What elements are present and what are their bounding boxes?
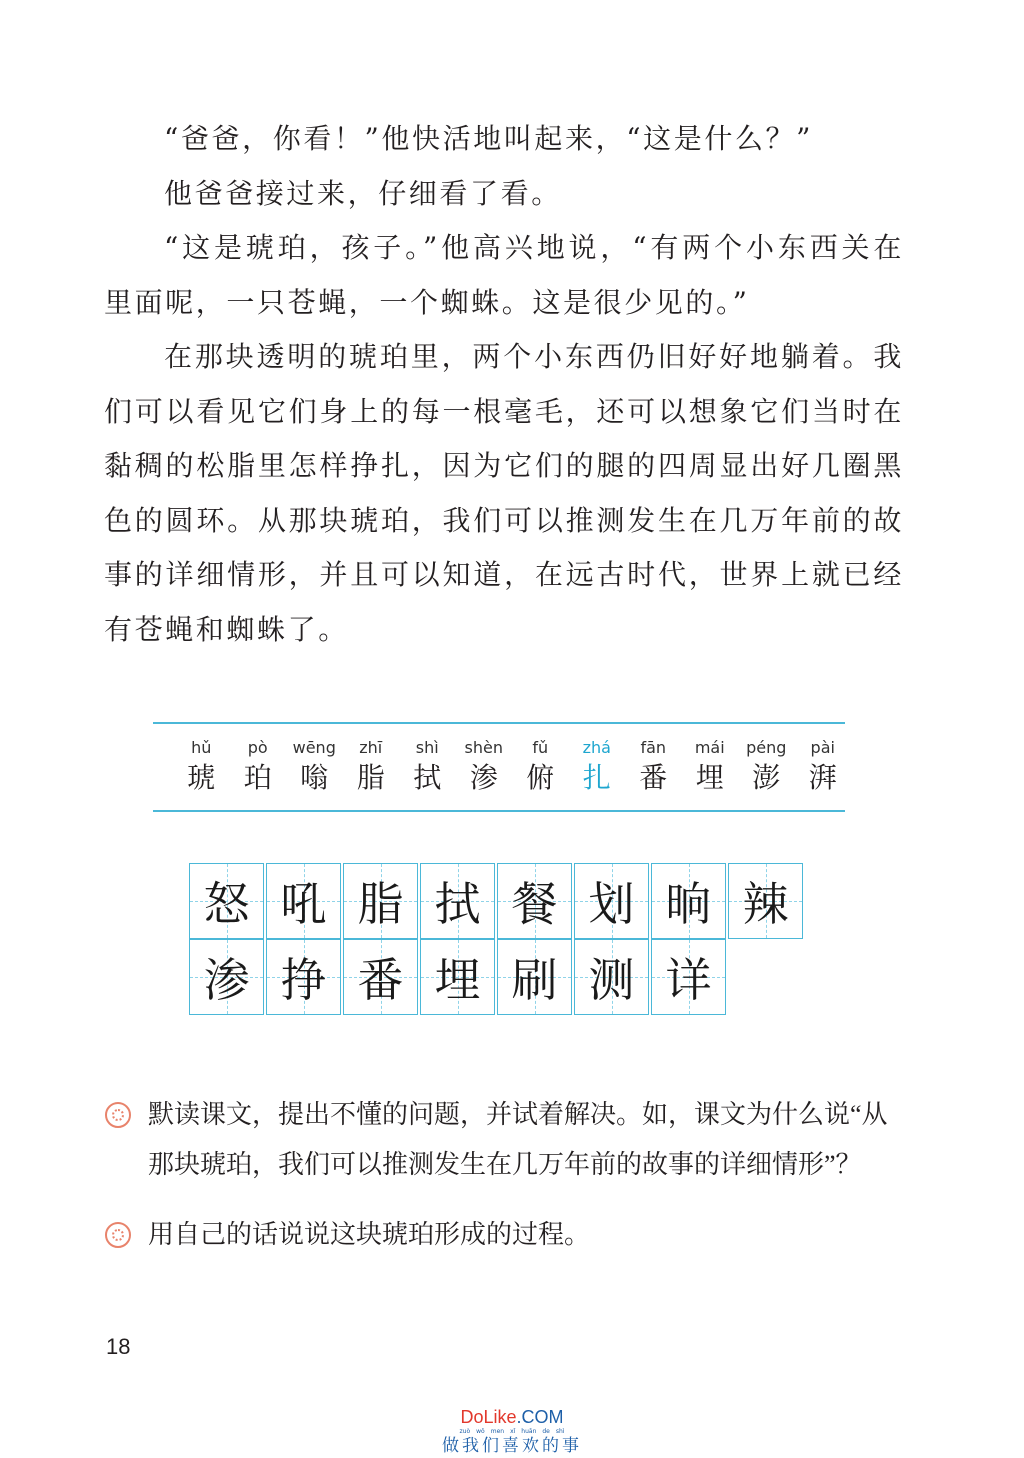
question-1: [105, 1090, 905, 1190]
vocab-item: [795, 738, 852, 796]
grid-cell: [343, 863, 418, 939]
story-paragraph: “爸爸，你看！”他快活地叫起来，“这是什么？”: [164, 122, 814, 155]
vocab-pinyin: shèn: [464, 738, 503, 757]
grid-character: 渗: [203, 953, 250, 1007]
vocab-character: 嗡: [300, 761, 329, 794]
vocab-pinyin: fān: [640, 738, 667, 757]
story-paragraph: “这是琥珀，孩子。”他高兴地说，“有两个小东西关在里面呢，一只苍蝇，一个蜘蛛。这是很少见的。”: [104, 231, 904, 319]
watermark-brand-a: DoLike: [460, 1407, 517, 1427]
watermark-brand: [420, 1406, 604, 1428]
seal-icon: [105, 1102, 131, 1128]
grid-cell: [420, 939, 495, 1015]
vocab-item: [173, 738, 230, 796]
grid-cell: [189, 939, 264, 1015]
vocab-character: 琥: [187, 761, 216, 794]
vocabulary-box: [153, 722, 845, 812]
grid-character: 吼: [280, 877, 327, 931]
vocab-character: 扎: [582, 761, 611, 794]
watermark-brand-b: .COM: [516, 1407, 564, 1427]
vocab-character: 埋: [695, 761, 724, 794]
grid-cell: [420, 863, 495, 939]
vocab-character: 珀: [243, 761, 272, 794]
watermark-pinyin-syllable: wǒ: [476, 1428, 485, 1435]
vocab-pinyin: wēng: [292, 738, 336, 757]
watermark-tagline: 做我们喜欢的事: [442, 1436, 582, 1456]
vocab-pinyin: hǔ: [191, 738, 212, 757]
grid-character: 刷: [511, 953, 558, 1007]
grid-cell: [574, 863, 649, 939]
page-number: 18: [106, 1334, 131, 1359]
grid-character: 脂: [357, 877, 404, 931]
grid-cell: [266, 939, 341, 1015]
grid-character: 番: [357, 953, 404, 1007]
watermark-pinyin-syllable: shì: [555, 1428, 565, 1435]
vocab-item: [456, 738, 513, 796]
vocab-pinyin: shì: [415, 738, 439, 757]
grid-cell: [728, 863, 803, 939]
story-text: [104, 112, 904, 657]
grid-character: 埋: [434, 953, 481, 1007]
grid-cell: [343, 939, 418, 1015]
grid-character: 拭: [434, 877, 481, 931]
watermark-pinyin-syllable: men: [490, 1428, 505, 1435]
vocab-character: 澎: [752, 761, 781, 794]
watermark: [420, 1406, 604, 1456]
vocab-character: 湃: [808, 761, 837, 794]
question-2: [105, 1210, 905, 1260]
grid-character: 划: [588, 877, 635, 931]
vocab-item: [286, 738, 343, 796]
vocab-pinyin: pò: [247, 738, 268, 757]
vocab-item: [512, 738, 569, 796]
vocab-item: [343, 738, 400, 796]
watermark-pinyin-syllable: zuò: [459, 1428, 471, 1435]
writing-grid-row-2: [189, 939, 728, 1015]
grid-character: 测: [588, 953, 635, 1007]
vocab-item: [738, 738, 795, 796]
vocab-character: 拭: [413, 761, 442, 794]
grid-cell: [189, 863, 264, 939]
writing-grid-row-1: [189, 863, 805, 939]
grid-cell: [497, 939, 572, 1015]
story-paragraph: 在那块透明的琥珀里，两个小东西仍旧好好地躺着。我们可以看见它们身上的每一根毫毛，还可以想象它们当时在黏稠的松脂里怎样挣扎，因为它们的腿的四周显出好几圈黑色的圆环。从那块琥珀，我们可以推测发生在几万年前的故事的详细情形，并且可以知道，在远古时代，世界上就已经有苍蝇和蜘蛛了。: [104, 340, 904, 646]
grid-cell: [651, 863, 726, 939]
vocab-pinyin: zhī: [359, 738, 383, 757]
vocab-item: [230, 738, 287, 796]
watermark-pinyin: [420, 1428, 604, 1436]
story-paragraph: 他爸爸接过来，仔细看了看。: [164, 176, 562, 210]
vocab-pinyin: zhá: [582, 738, 611, 757]
vocab-character: 俯: [526, 761, 555, 794]
grid-cell: [497, 863, 572, 939]
vocab-character: 番: [639, 761, 668, 794]
vocab-pinyin: pài: [810, 738, 835, 757]
grid-cell: [574, 939, 649, 1015]
watermark-pinyin-syllable: de: [542, 1428, 550, 1435]
vocab-character: 脂: [356, 761, 385, 794]
vocab-item: [625, 738, 682, 796]
grid-cell: [651, 939, 726, 1015]
vocab-pinyin: péng: [746, 738, 787, 757]
grid-cell: [266, 863, 341, 939]
vocab-item: [682, 738, 739, 796]
vocabulary-row: [173, 738, 851, 796]
vocab-item: [569, 738, 626, 796]
grid-character: 挣: [280, 953, 327, 1007]
grid-character: 辣: [742, 877, 789, 931]
vocab-pinyin: fǔ: [532, 738, 549, 757]
watermark-pinyin-syllable: huān: [521, 1428, 537, 1435]
vocab-item: [399, 738, 456, 796]
question-text: 用自己的话说说这块琥珀形成的过程。: [148, 1220, 591, 1249]
watermark-pinyin-syllable: xǐ: [510, 1428, 516, 1435]
vocab-pinyin: mái: [694, 738, 725, 757]
question-text: 默读课文，提出不懂的问题，并试着解决。如，课文为什么说“从那块琥珀，我们可以推测发生在几万年前的故事的详细情形”？: [148, 1100, 888, 1179]
vocab-character: 渗: [469, 761, 498, 794]
grid-character: 怒: [203, 877, 250, 931]
grid-character: 详: [665, 953, 712, 1007]
seal-icon: [105, 1222, 131, 1248]
grid-character: 晌: [665, 877, 712, 931]
grid-character: 餐: [511, 877, 558, 931]
